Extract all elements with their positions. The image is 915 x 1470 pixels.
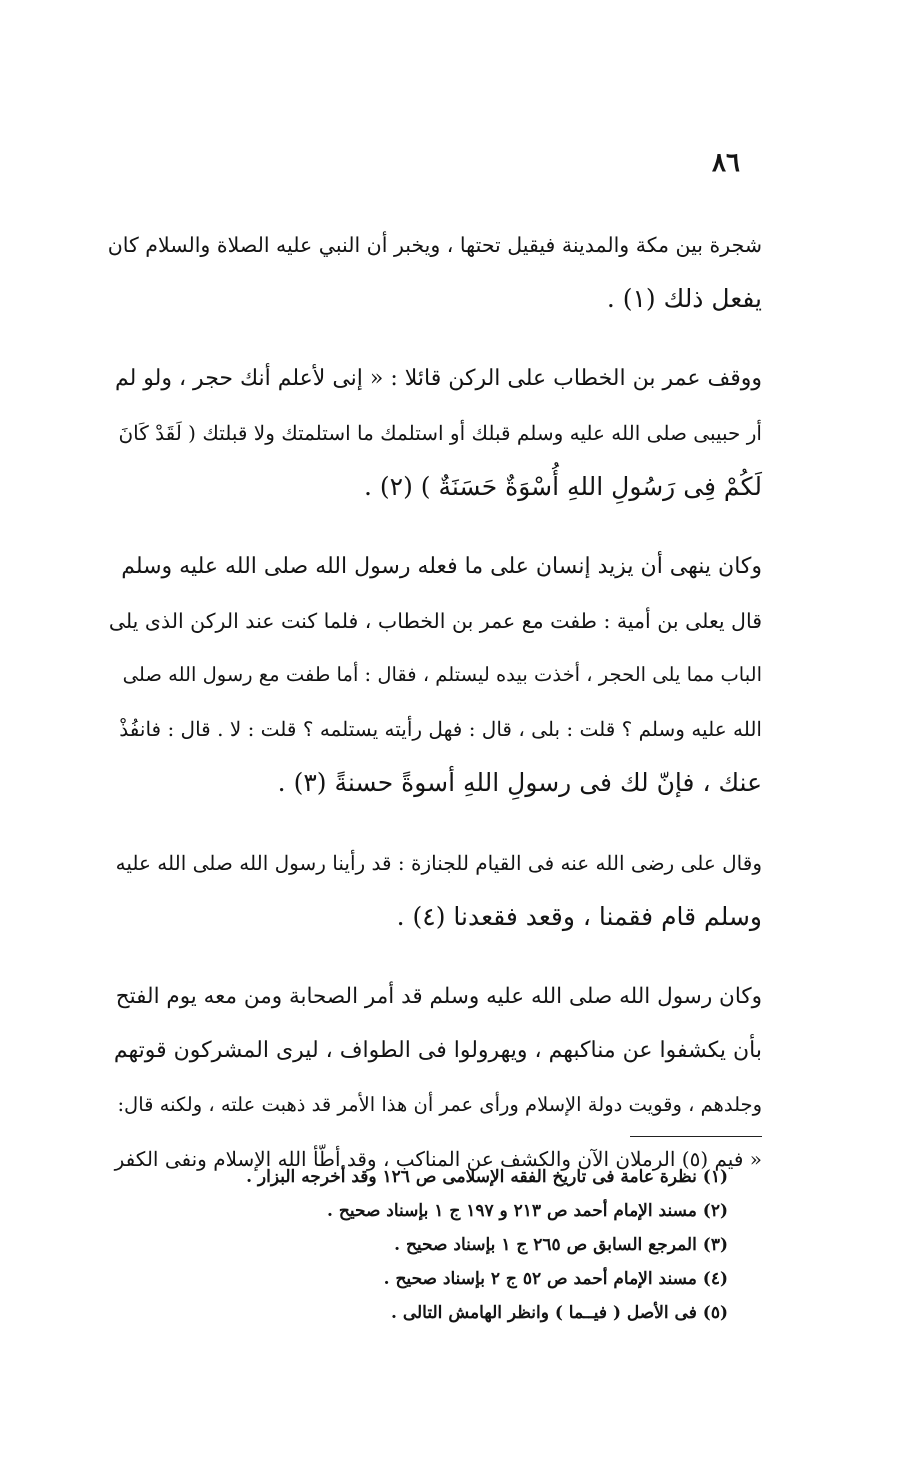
text-line: قال يعلى بن أمية : طفت مع عمر بن الخطاب ، فلما كنت عند الركن الذى يلى <box>108 609 762 633</box>
body-text <box>108 218 762 1212</box>
text-line: شجرة بين مكة والمدينة فيقيل تحتها ، ويخبر أن النبي عليه الصلاة والسلام كان <box>107 233 762 257</box>
text-line: وكان ينهى أن يزيد إنسان على ما فعله رسول الله صلى الله عليه وسلم <box>121 554 762 579</box>
footnote: (٤) مسند الإمام أحمد ص ٥٢ ج ٢ بإسناد صحيح . <box>383 1269 728 1289</box>
footnote: (٥) فى الأصل ( فيــما ) وانظر الهامش التالى . <box>391 1303 728 1323</box>
footnote: (٣) المرجع السابق ص ٢٦٥ ج ١ بإسناد صحيح . <box>394 1235 728 1255</box>
paragraph-3 <box>108 540 762 810</box>
footnotes <box>180 1160 728 1330</box>
page-number: ٨٦ <box>712 148 740 178</box>
paragraph-4 <box>108 836 762 944</box>
text-line: وقال على رضى الله عنه فى القيام للجنازة : قد رأينا رسول الله صلى الله عليه <box>115 851 762 875</box>
footnote: (١) نظرة عامة فى تاريخ الفقه الإسلامى ص ١٢٦ وقد أخرجه البزار . <box>246 1167 728 1187</box>
text-line: ووقف عمر بن الخطاب على الركن قائلا : « إنى لأعلم أنك حجر ، ولو لم <box>114 366 762 391</box>
text-line: يفعل ذلك (١) . <box>606 284 762 313</box>
text-line: « فيم (٥) الرملان الآن والكشف عن المناكب ، وقد أطّأ الله الإسلام ونفى الكفر <box>114 1147 762 1171</box>
text-line: الله عليه وسلم ؟ قلت : بلى ، قال : فهل رأيته يستلمه ؟ قلت : لا . قال : فانفُذْ <box>119 717 762 741</box>
footnote-divider <box>630 1136 762 1137</box>
text-line: بأن يكشفوا عن مناكبهم ، ويهرولوا فى الطواف ، ليرى المشركون قوتهم <box>113 1038 762 1063</box>
text-line: لَكُمْ فِى رَسُولِ اللهِ أُسْوَةٌ حَسَنَةٌ ) (٢) . <box>363 472 762 501</box>
text-line: عنك ، فإنّ لك فى رسولِ اللهِ أسوةً حسنةً (٣) . <box>277 768 762 797</box>
footnote: (٢) مسند الإمام أحمد ص ٢١٣ و ١٩٧ ج ١ بإسناد صحيح . <box>327 1201 728 1221</box>
paragraph-1 <box>108 218 762 326</box>
text-line: وجلدهم ، وقويت دولة الإسلام ورأى عمر أن هذا الأمر قد ذهبت علته ، ولكنه قال: <box>117 1093 762 1116</box>
paragraph-5 <box>108 970 762 1186</box>
text-line: وكان رسول الله صلى الله عليه وسلم قد أمر الصحابة ومن معه يوم الفتح <box>115 984 762 1009</box>
text-line: وسلم قام فقمنا ، وقعد فقعدنا (٤) . <box>396 902 762 931</box>
text-line: أر حبيبى صلى الله عليه وسلم قبلك أو استلمك ما استلمتك ولا قبلتك ( لَقَدْ كَانَ <box>118 421 762 445</box>
text-line: الباب مما يلى الحجر ، أخذت بيده ليستلم ، فقال : أما طفت مع رسول الله صلى <box>122 663 762 686</box>
paragraph-2 <box>108 352 762 514</box>
